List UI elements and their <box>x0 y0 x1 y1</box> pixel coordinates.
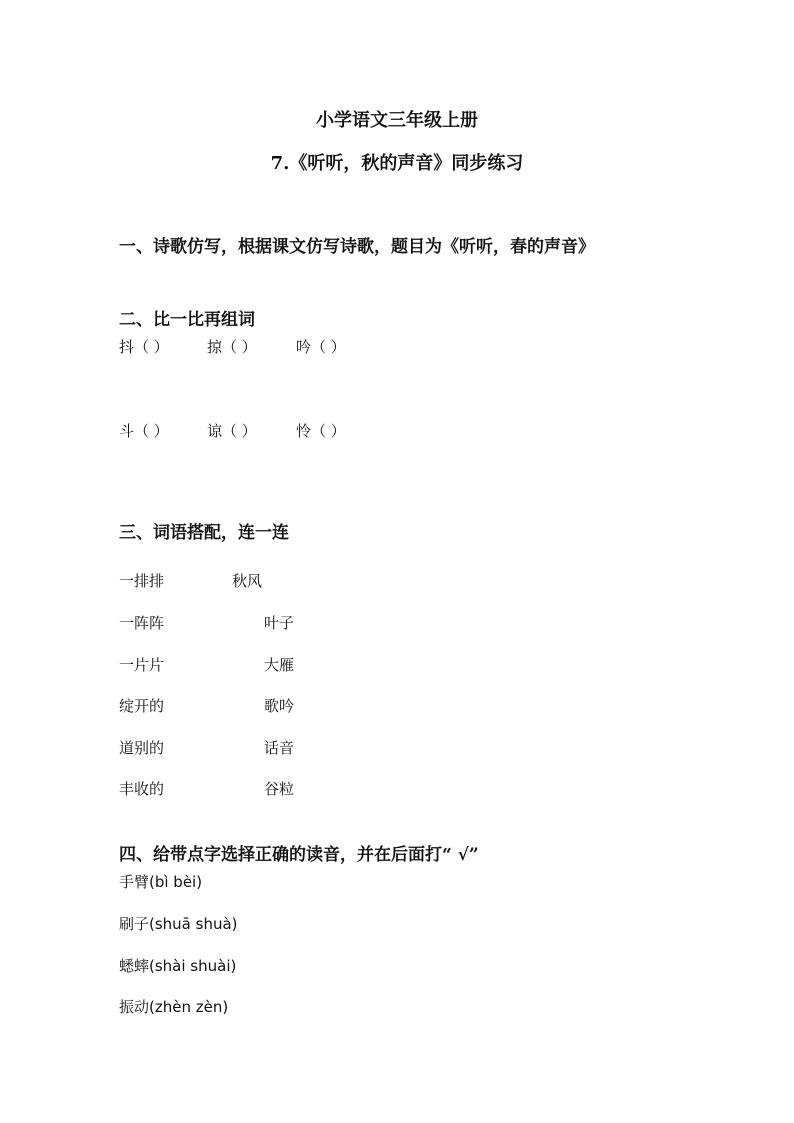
match-right-item: 叶子 <box>264 614 295 632</box>
match-left-item: 一片片 <box>119 656 165 674</box>
compare-item: 斗（ ） <box>119 422 169 440</box>
match-right-item: 秋风 <box>232 572 263 590</box>
section1-heading: 一、诗歌仿写，根据课文仿写诗歌，题目为《听听，春的声音》 <box>119 237 595 257</box>
match-left-item: 一阵阵 <box>119 614 165 632</box>
match-right-item: 歌吟 <box>264 697 295 715</box>
match-right-item: 大雁 <box>264 656 295 674</box>
compare-item: 抖（ ） <box>119 338 169 356</box>
section4-heading: 四、给带点字选择正确的读音，并在后面打“ √” <box>119 845 479 865</box>
pinyin-item: 蟋蟀(shài shuài) <box>119 957 237 975</box>
section3-heading: 三、词语搭配，连一连 <box>119 523 289 543</box>
section2-heading: 二、比一比再组词 <box>119 310 255 330</box>
compare-item: 谅（ ） <box>207 422 257 440</box>
compare-item: 吟（ ） <box>296 338 346 356</box>
page-title: 小学语文三年级上册 <box>316 110 478 131</box>
match-right-item: 话音 <box>264 739 295 757</box>
pinyin-item: 振动(zhèn zèn) <box>119 998 229 1016</box>
match-left-item: 道别的 <box>119 739 165 757</box>
match-left-item: 绽开的 <box>119 697 165 715</box>
compare-item: 怜（ ） <box>296 422 346 440</box>
match-left-item: 丰收的 <box>119 780 165 798</box>
compare-item: 掠（ ） <box>207 338 257 356</box>
pinyin-item: 手臂(bì bèi) <box>119 873 203 891</box>
match-right-item: 谷粒 <box>264 780 295 798</box>
page-subtitle: 7.《听听，秋的声音》同步练习 <box>270 153 524 174</box>
match-left-item: 一排排 <box>119 572 165 590</box>
pinyin-item: 刷子(shuā shuà) <box>119 915 238 933</box>
